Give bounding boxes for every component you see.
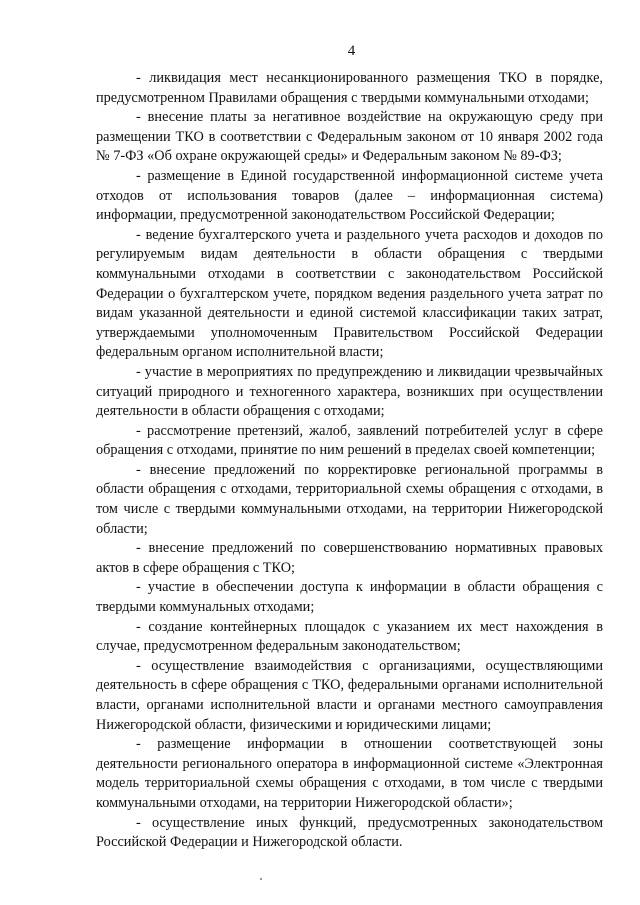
paragraph-electronic-model: - размещение информации в отношении соответствующей зоны деятельности регионального оператора в информационной системе «Электронная модель территориальной схемы обращения с отходами, в том числе с твердыми коммунальными отходами, на территории Нижегородской области»; (96, 736, 603, 811)
paragraph-legal-acts: - внесение предложений по совершенствованию нормативных правовых актов в сфере обращения с ТКО; (96, 540, 603, 576)
paragraph-environmental-fee: - внесение платы за негативное воздействие на окружающую среду при размещении ТКО в соответствии с Федеральным законом от 10 января 2002 года № 7-ФЗ «Об охране окружающей среды» и Федеральным законом № 89-ФЗ; (96, 109, 603, 165)
paragraph-accounting: - ведение бухгалтерского учета и раздельного учета расходов и доходов по регулируемым видам деятельности в области обращения с твердыми коммунальными отходами в соответствии с законодательством Российской Федерации о бухгалтерском учете, порядком ведения раздельного учета затрат по видам указанной деятельности и единой системой классификации таких затрат, утверждаемыми уполномоченным Правительством Российской Федерации федеральным органом исполнительной власти; (96, 226, 603, 361)
paragraph-interaction: - осуществление взаимодействия с организациями, осуществляющими деятельность в сфере обращения с ТКО, федеральными органами исполнительной власти, органами исполнительной власти и органами местного самоуправления Нижегородской области, физическими и юридическими лицами; (96, 657, 603, 733)
paragraph-emergency: - участие в мероприятиях по предупреждению и ликвидации чрезвычайных ситуаций природного и техногенного характера, возникших при осуществлении деятельности в области обращения с отходами; (96, 363, 603, 420)
scan-speck (260, 878, 262, 880)
page-number: 4 (347, 43, 356, 59)
paragraph-other-functions: - осуществление иных функций, предусмотренных законодательством Российской Федерации и Нижегородской области. (96, 814, 603, 851)
paragraph-complaints: - рассмотрение претензий, жалоб, заявлений потребителей услуг в сфере обращения с отходами, принятие по ним решений в пределах своей компетенции; (96, 422, 603, 459)
paragraph-liquidation: - ликвидация мест несанкционированного размещения ТКО в порядке, предусмотренном Правилами обращения с твердыми коммунальными отходами; (96, 70, 603, 106)
paragraph-information-access: - участие в обеспечении доступа к информации в области обращения с твердыми коммунальных отходами; (96, 579, 603, 616)
paragraph-information-system: - размещение в Единой государственной информационной системе учета отходов от использования товаров (далее – информационная система) информации, предусмотренной законодательством Российской Федерации; (96, 167, 603, 224)
paragraph-container-sites: - создание контейнерных площадок с указанием их мест нахождения в случае, предусмотренном федеральным законодательством; (96, 618, 603, 655)
paragraph-regional-program: - внесение предложений по корректировке региональной программы в области обращения с отходами, территориальной схемы обращения с отходами, в том числе с твердыми коммунальными отходами, на территории Нижегородской области; (96, 461, 603, 537)
